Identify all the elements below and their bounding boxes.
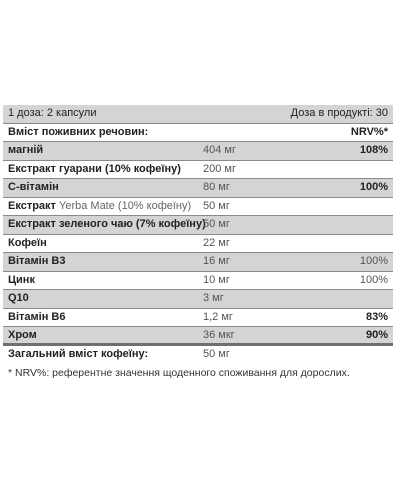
nutrient-amount: 200 мг xyxy=(203,162,236,175)
nutrient-name: Екстракт гуарани (10% кофеїну) xyxy=(8,162,181,175)
table-row xyxy=(3,216,393,235)
nutrient-name xyxy=(8,198,191,216)
nutrient-amount: 3 мг xyxy=(203,292,224,304)
nutrient-header-row xyxy=(3,124,393,143)
nutrient-amount: 22 мг xyxy=(203,236,230,249)
table-row xyxy=(3,198,393,217)
table-row xyxy=(3,161,393,180)
table-row xyxy=(3,327,393,346)
caffeine-total-amount: 50 мг xyxy=(203,347,230,360)
nutrient-amount: 80 мг xyxy=(203,181,230,193)
nutrient-nrv: 100% xyxy=(359,181,388,193)
nutrient-name-part: Yerba Mate (10% кофеїну) xyxy=(59,199,192,212)
table-row xyxy=(3,179,393,198)
nutrient-name: С-вітамін xyxy=(8,181,59,193)
table-row xyxy=(3,142,393,161)
table-row xyxy=(3,235,393,254)
nrv-title: NRV%* xyxy=(350,125,388,138)
table-row xyxy=(3,253,393,272)
nutrient-title: Вміст поживних речовин: xyxy=(8,125,149,138)
servings-per-container: Доза в продукті: 30 xyxy=(290,107,388,119)
nutrient-name: Вітамін В6 xyxy=(8,310,66,323)
nrv-footnote: * NRV%: референтне значення щоденного споживання для дорослих. xyxy=(8,367,350,379)
nutrient-amount: 36 мкг xyxy=(203,329,235,341)
table-row xyxy=(3,272,393,291)
table-row xyxy=(3,290,393,309)
serving-size: 1 доза: 2 капсули xyxy=(8,107,97,119)
nutrient-name: Q10 xyxy=(8,292,29,304)
caffeine-total-row xyxy=(3,346,393,365)
nutrient-amount: 1,2 мг xyxy=(203,310,233,323)
nutrient-nrv: 83% xyxy=(365,310,388,323)
caffeine-total-label: Загальний вміст кофеїну: xyxy=(8,347,149,360)
nutrient-nrv: 100% xyxy=(359,273,388,286)
nutrient-amount: 404 мг xyxy=(203,144,236,156)
nutrient-amount: 50 мг xyxy=(203,199,230,212)
nutrient-amount: 10 мг xyxy=(203,273,230,286)
nutrient-name: магній xyxy=(8,144,44,156)
nutrient-name: Вітамін В3 xyxy=(8,255,66,267)
nutrient-nrv: 108% xyxy=(359,144,388,156)
nutrient-name-part: Екстракт xyxy=(8,199,59,212)
nutrient-name: Хром xyxy=(8,329,37,341)
nutrient-nrv: 100% xyxy=(359,255,388,267)
nutrient-amount: 50 мг xyxy=(203,218,230,230)
nutrition-table xyxy=(3,105,393,364)
nutrient-amount: 16 мг xyxy=(203,255,230,267)
nutrient-nrv: 90% xyxy=(365,329,388,341)
table-row xyxy=(3,309,393,328)
nutrient-name: Цинк xyxy=(8,273,35,286)
serving-row xyxy=(3,105,393,124)
nutrient-name: Кофеїн xyxy=(8,236,47,249)
nutrient-name: Екстракт зеленого чаю (7% кофеїну) xyxy=(8,218,206,230)
